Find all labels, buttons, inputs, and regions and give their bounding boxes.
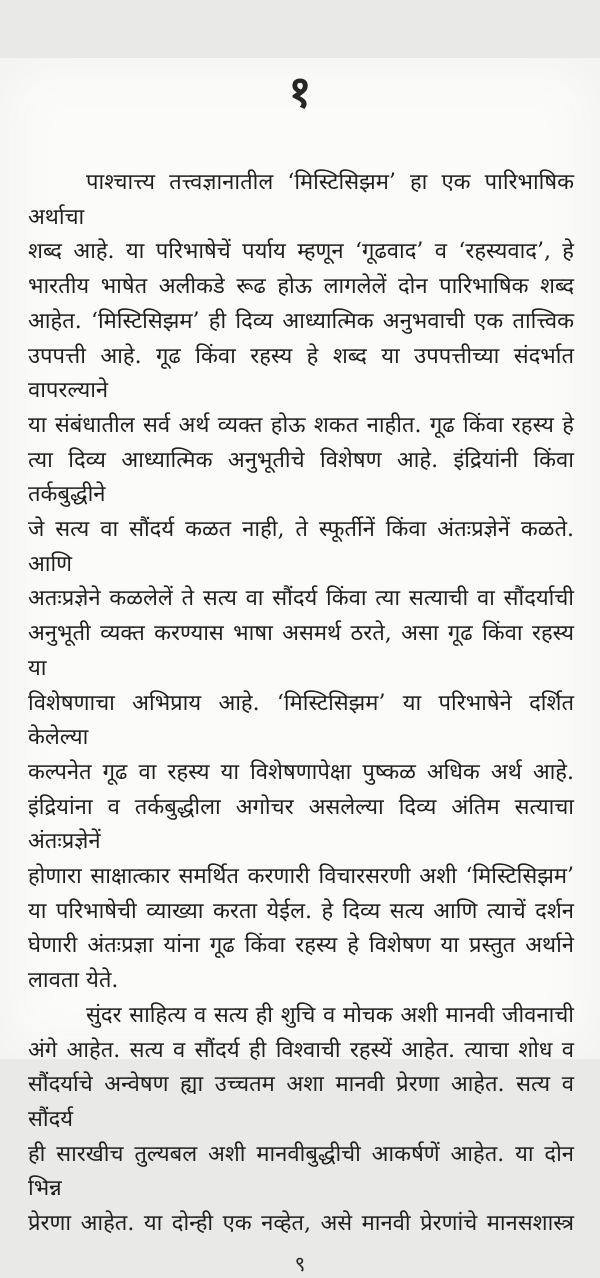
text-line: इंद्रियांना व तर्कबुद्धीला अगोचर असलेल्या दिव्य अंतिम सत्याचा अंतःप्रज्ञेनें xyxy=(28,794,574,855)
text-line: भारतीय भाषेत अलीकडे रूढ होऊ लागलेलें दोन पारिभाषिक शब्द xyxy=(28,274,574,300)
text-line: होणारा साक्षात्कार समर्थित करणारी विचारसरणी अशी ‘मिस्टिसिझम’ xyxy=(28,864,574,890)
text-line: आहेत. ‘मिस्टिसिझम’ ही दिव्य आध्यात्मिक अनुभवाची एक तात्त्विक xyxy=(28,308,574,334)
text-line: जे सत्य वा सौंदर्य कळत नाही, ते स्फूर्तीनें किंवा अंतःप्रज्ञेनें कळते. आणि xyxy=(28,517,574,577)
page-number: ९ xyxy=(294,1251,306,1276)
text-line: घेणारी अंतःप्रज्ञा यांना गूढ किंवा रहस्य हे विशेषण या प्रस्तुत अर्थाने xyxy=(28,933,574,959)
text-line: सुंदर साहित्य व सत्य ही शुचि व मोचक अशी मानवी जीवनाची xyxy=(86,1002,574,1028)
chapter-number: १ xyxy=(288,67,312,118)
text-line: अंगे आहेत. सत्य व सौंदर्य ही विश्वाची रहस्यें आहेत. त्याचा शोध व xyxy=(28,1037,574,1063)
text-line: विशेषणाचा अभिप्राय आहे. ‘मिस्टिसिझम’ या परिभाषेने दर्शित केलेल्या xyxy=(28,690,574,751)
text-line: उपपत्ती आहे. गूढ किंवा रहस्य हे शब्द या उपपत्तीच्या संदर्भात वापरल्याने xyxy=(28,343,574,404)
text-line: या परिभाषेची व्याख्या करता येईल. हे दिव्य सत्य आणि त्याचें दर्शन xyxy=(28,898,574,924)
book-page xyxy=(0,58,600,1276)
text-line: प्रेरणा आहेत. या दोन्ही एक नव्हेत, असे मानवी प्रेरणांचे मानसशास्त्र xyxy=(28,1211,574,1237)
text-line: शब्द आहे. या परिभाषेचें पर्याय म्हणून ‘गूढवाद’ व ‘रहस्यवाद’, हे xyxy=(28,239,574,265)
text-line: पाश्चात्त्य तत्त्वज्ञानातील ‘मिस्टिसिझम’ हा एक पारिभाषिक अर्थाचा xyxy=(28,170,574,230)
text-column xyxy=(28,166,574,1242)
text-line: अतःप्रज्ञेने कळलेलें ते सत्य वा सौंदर्य किंवा त्या सत्याची वा सौंदर्याची xyxy=(28,586,574,612)
text-line: ही सारखीच तुल्यबल अशी मानवीबुद्धीची आकर्षणें आहेत. या दोन भिन्न xyxy=(28,1141,574,1202)
text-line: लावता येते. xyxy=(28,968,119,994)
text-line: या संबंधातील सर्व अर्थ व्यक्त होऊ शकत नाहीत. गूढ किंवा रहस्य हे xyxy=(28,412,574,438)
text-line: कल्पनेत गूढ वा रहस्य या विशेषणापेक्षा पुष्कळ अधिक अर्थ आहे. xyxy=(28,759,574,785)
text-line: सौंदर्याचे अन्वेषण ह्या उच्चतम अशा मानवी प्रेरणा आहेत. सत्य व सौंदर्य xyxy=(28,1072,574,1132)
text-line: त्या दिव्य आध्यात्मिक अनुभूतीचे विशेषण आहे. इंद्रियांनी किंवा तर्कबुद्धीने xyxy=(28,447,574,508)
text-line: अनुभूती व्यक्त करण्यास भाषा असमर्थ ठरते, असा गूढ किंवा रहस्य या xyxy=(28,621,574,681)
